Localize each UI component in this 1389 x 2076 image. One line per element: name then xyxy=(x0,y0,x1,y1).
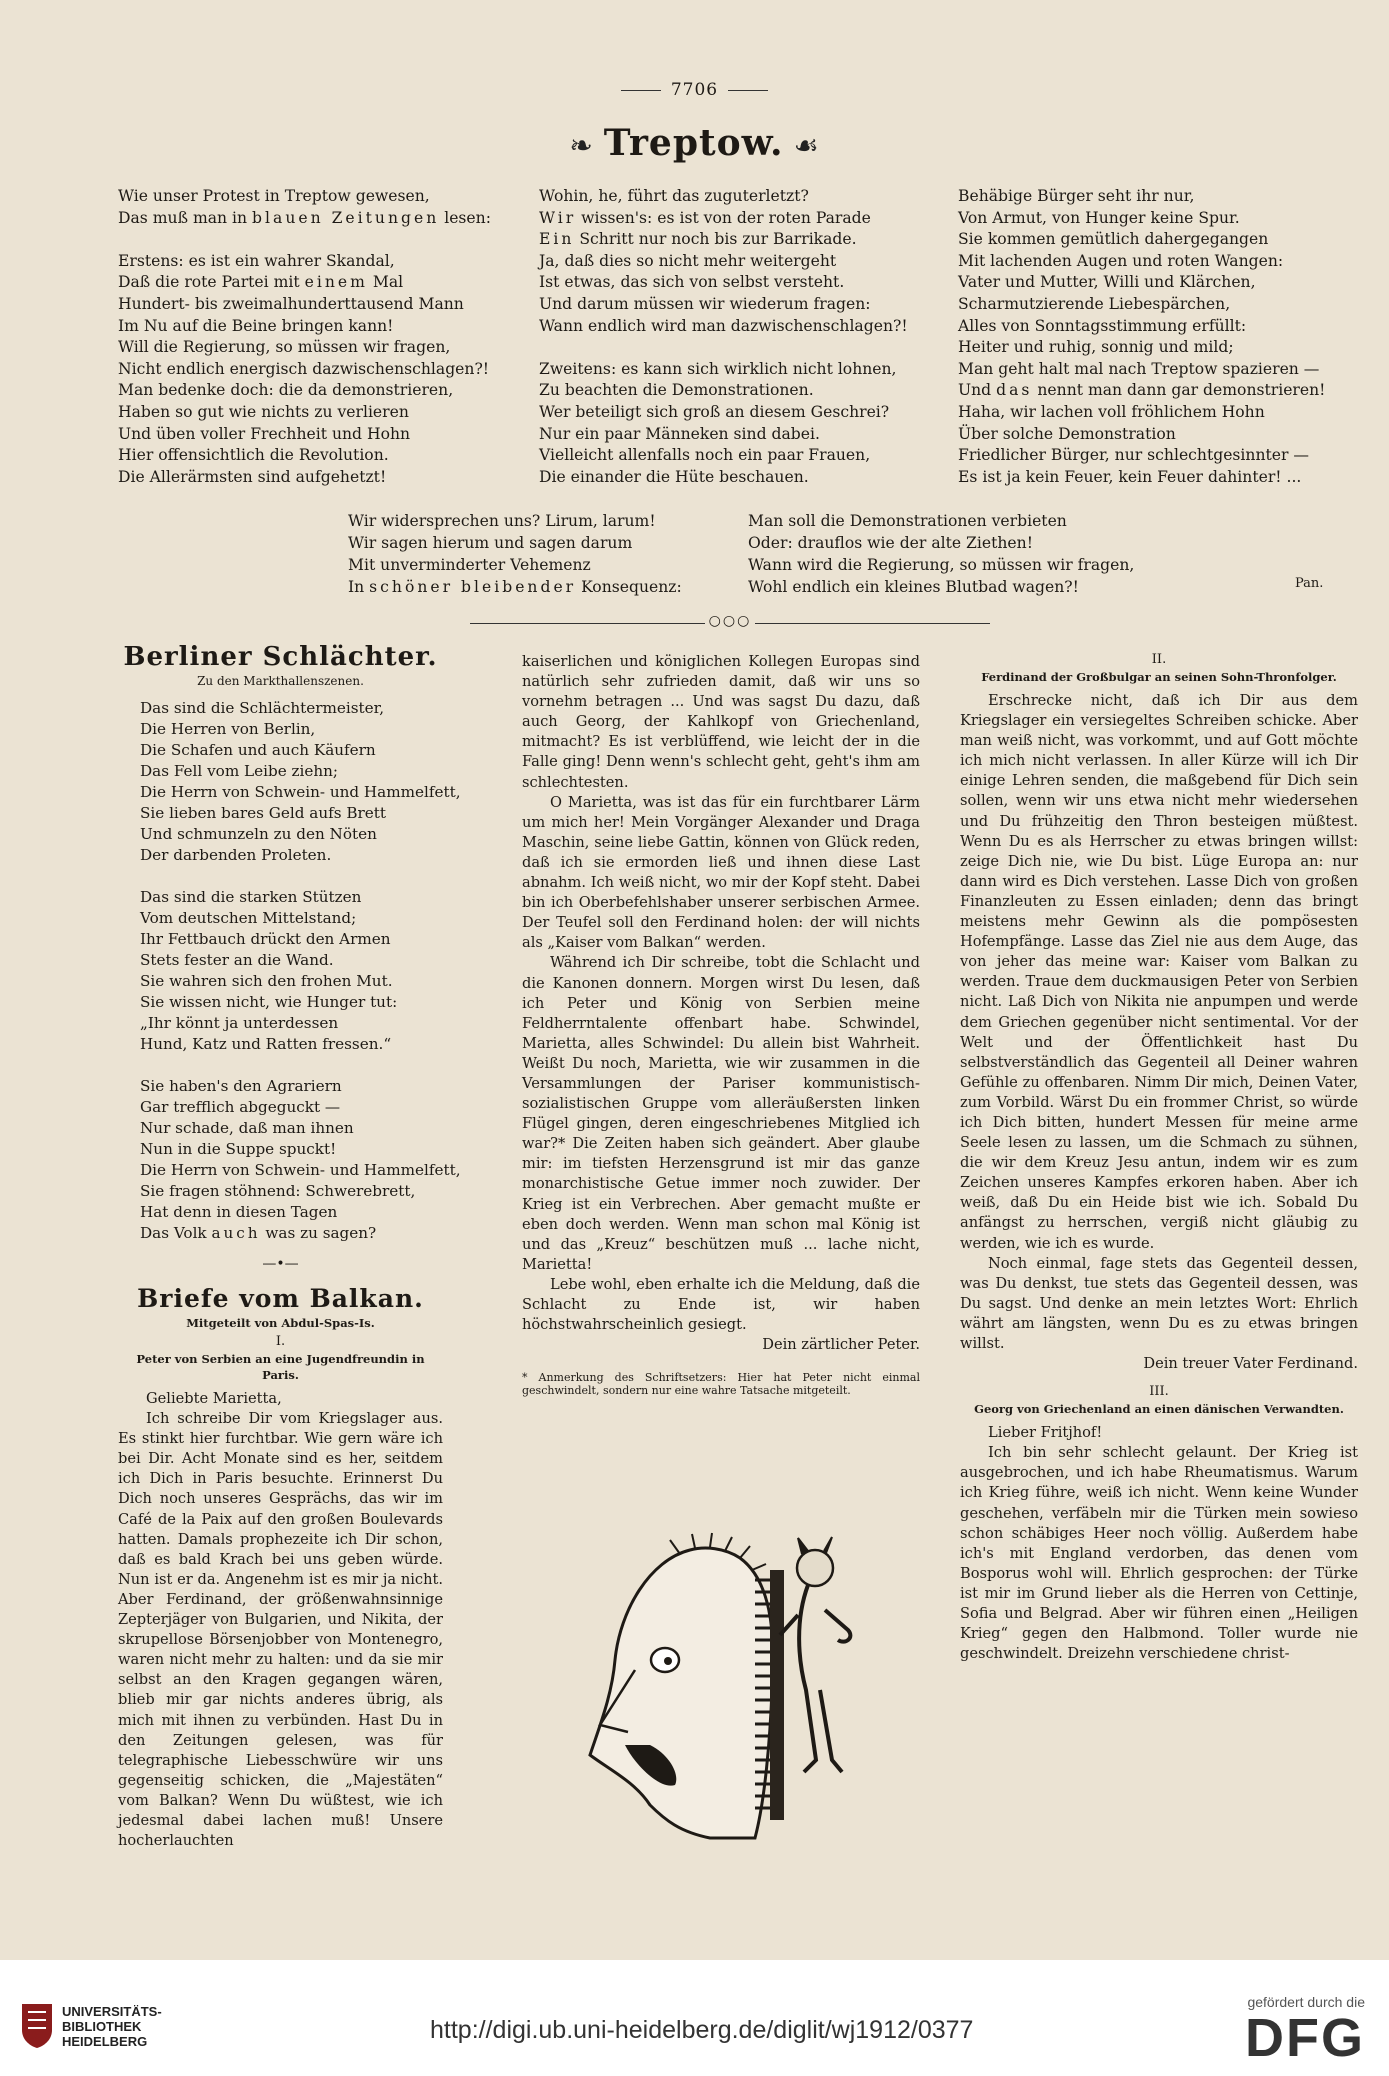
letter-1-text: Ich schreibe Dir vom Kriegslager aus. Es stinkt hier furchtbar. Wie gern wäre ich bei Dir. Acht Monate sind es her, seitdem ich Dich in Paris besuchte. Erinnerst Du Dich noch unseres Gesprächs, das wir im Café de la Paix auf den großen Boulevards hatten. Damals prophezeite ich Dir schon, daß es bald Krach bei uns geben würde. Nun ist er da. Angenehm ist es mir ja nicht. Aber Ferdinand, der größenwahnsinnige Zepterjäger von Bulgarien, und Nikita, der skrupellose Börsenjobber von Montenegro, waren nicht mehr zu halten: und da sie mir selbst an den Kragen gegangen wären, blieb mir gar nichts anderes übrig, als mich mit ihnen zu verbünden. Hast Du in den Zeitungen gelesen, was für telegraphische Liebesschwüre wir uns gegenseitig schicken, die „Majestäten“ vom Balkan? Wenn Du wüßtest, wie ich jedesmal dabei lachen muß! Unsere hocherlauchten xyxy=(118,1410,443,1850)
text-line: Im Nu auf die Beine bringen kann! xyxy=(118,316,394,335)
text-line: Über solche Demonstration xyxy=(958,424,1176,443)
rule-right xyxy=(728,90,768,91)
text-line xyxy=(539,337,908,359)
text-line: Hier offensichtlich die Revolution. xyxy=(118,446,389,465)
letter-2-text: Erschrecke nicht, daß ich Dir aus dem Kriegslager ein versiegeltes Schreiben schicke. Aber man weiß nicht, was vorkommt, und auf Gott möchte ich mich nicht verlassen. In aller Kürze will ich Dir einige Lehren senden, die maßgebend für Dich sein sollen, wenn wir uns etwa nicht mehr wiedersehen und Du frühzeitig den Thron besteigen müßtest. Wenn Du es als Herrscher zu etwas bringen willst: zeige Dich nie, wie Du bist. Lüge Europa an: nur dann wird es Dich verstehen. Lasse Dich von großen Finanzleuten zu Essen einladen; denn das bringt meistens mehr Gewinn als die pompösesten Hofempfänge. Lasse das Ziel nie aus dem Auge, das von jeher das meine war: Kaiser vom Balkan zu werden. Traue dem duckmausigen Peter von Serbien nicht. Laß Dich von Nikita nie anpumpen und werde dem Griechen gegenüber nicht sentimental. Vor der Welt und der Öffentlichkeit hast Du selbstverständlich das Gegenteil all Deiner wahren Gefühle zu offenbaren. Nimm Dir mich, Deinen Vater, zum Vorbild. Wärst Du ein frommer Christ, so würde ich Dich bitten, hundert Messen für meine arme Seele lesen zu lassen, um die Schmach zu sühnen, die wir dem Kreuz Jesu antun, indem wir es zum Zeichen unseres Kampfes erkoren haben. Aber ich weiß, daß Du ein Heide bist wie ich. Sobald Du anfängst zu herrschen, vergiß nicht gläubig zu werden, wie ich es wurde. xyxy=(960,692,1358,1252)
letter-2-number: II. xyxy=(1151,652,1167,667)
text-line: Und darum müssen wir wiederum fragen: xyxy=(539,294,871,313)
spaced-emphasis: blauen Zeitungen xyxy=(252,208,440,227)
ornament-left-icon: ❧ xyxy=(569,129,594,162)
letter-2-closing: Dein treuer Vater Ferdinand. xyxy=(1143,1355,1358,1373)
column-separator: —•— xyxy=(262,1256,299,1272)
berliner-title: Berliner Schlächter. xyxy=(123,642,438,672)
text-line: Und das nennt man dann gar demonstrieren! xyxy=(958,381,1326,400)
letter-1-para-b: O Marietta, was ist das für ein furchtbarer Lärm um mich her! Mein Vorgänger Alexander und Draga Maschin, seine liebe Gattin, können von Glück reden, daß ich sie ermorden ließ und ihnen diese Last abnahm. Ich weiß nicht, wo mir der Kopf steht. Dabei bin ich Oberbefehlshaber unserer serbischen Armee. Der Teufel soll den Ferdinand holen: der will nichts als „Kaiser vom Balkan“ werden. xyxy=(522,793,920,952)
berliner-subtitle: Zu den Markthallenszenen. xyxy=(197,674,364,688)
text-line: HEIDELBERG xyxy=(62,2034,148,2049)
briefe-byline: Mitgeteilt von Abdul-Spas-Is. xyxy=(186,1316,375,1330)
text-line: Stets fester an die Wand. xyxy=(140,951,334,969)
letter-1-number: I. xyxy=(275,1334,286,1349)
text-line: Die Herrn von Schwein- und Hammelfett, xyxy=(140,783,461,801)
divider-line-left xyxy=(470,623,705,624)
text-line: „Ihr könnt ja unterdessen xyxy=(140,1014,339,1032)
poem-signature: Pan. xyxy=(1295,576,1324,591)
text-line: Sie haben's den Agrariern xyxy=(140,1077,342,1095)
text-line: Vater und Mutter, Willi und Klärchen, xyxy=(958,273,1256,292)
spaced-emphasis: einem xyxy=(304,273,368,292)
text-line: Sie lieben bares Geld aufs Brett xyxy=(140,804,386,822)
text-line: Wann endlich wird man dazwischenschlagen?! xyxy=(539,316,908,335)
letter-1-greeting: Geliebte Marietta, xyxy=(146,1390,282,1407)
text-line: Wohl endlich ein kleines Blutbad wagen?! xyxy=(748,578,1079,596)
text-line: Scharmutzierende Liebespärchen, xyxy=(958,294,1231,313)
middle-column xyxy=(522,652,920,1397)
section-divider xyxy=(470,613,990,630)
dfg-funding-logo[interactable] xyxy=(1215,1994,1365,2066)
figure-pupil xyxy=(664,1657,672,1665)
letter-2-body xyxy=(960,691,1358,1374)
text-line: Die Herrn von Schwein- und Hammelfett, xyxy=(140,1161,461,1179)
text-line: Das sind die Schlächtermeister, xyxy=(140,699,385,717)
poem-column-b xyxy=(539,186,908,488)
library-seal-icon xyxy=(18,2000,56,2050)
closing-stanza-right xyxy=(748,510,1134,598)
right-column xyxy=(960,652,1358,1664)
text-line: Heiter und ruhig, sonnig und mild; xyxy=(958,338,1234,357)
letter-1-footnote: * Anmerkung des Schriftsetzers: Hier hat Peter nicht einmal geschwindelt, sondern nur eine wahre Tatsache mitgeteilt. xyxy=(522,1371,920,1398)
devil-body xyxy=(780,1585,850,1772)
text-line: Das sind die starken Stützen xyxy=(140,888,362,906)
text-line: Es ist ja kein Feuer, kein Feuer dahinter! ... xyxy=(958,467,1302,486)
devil-head xyxy=(797,1550,833,1586)
text-line: Das Volk auch was zu sagen? xyxy=(140,1224,377,1242)
text-line: Vom deutschen Mittelstand; xyxy=(140,909,357,927)
text-line: Sie wahren sich den frohen Mut. xyxy=(140,972,393,990)
text-line: Wer beteiligt sich groß an diesem Geschrei? xyxy=(539,402,890,421)
text-line xyxy=(140,866,443,887)
text-line: Zu beachten die Demonstrationen. xyxy=(539,381,814,400)
spaced-emphasis: Ein xyxy=(539,230,575,249)
library-name xyxy=(62,2004,162,2049)
text-line: Sie wissen nicht, wie Hunger tut: xyxy=(140,993,398,1011)
letter-1-continued xyxy=(522,652,920,1397)
spaced-emphasis: das xyxy=(996,381,1033,400)
text-line: Die einander die Hüte beschauen. xyxy=(539,467,809,486)
text-line: Mit lachenden Augen und roten Wangen: xyxy=(958,251,1284,270)
text-line: Hat denn in diesen Tagen xyxy=(140,1203,338,1221)
text-line: Ist etwas, das sich von selbst versteht. xyxy=(539,273,845,292)
text-line: Hundert- bis zweimalhunderttausend Mann xyxy=(118,294,464,313)
text-line: Die Allerärmsten sind aufgehetzt! xyxy=(118,467,387,486)
divider-line-right xyxy=(755,623,990,624)
poem-column-a xyxy=(118,186,491,488)
letter-3-number: III. xyxy=(1149,1384,1169,1400)
text-line: Haha, wir lachen voll fröhlichem Hohn xyxy=(958,402,1265,421)
text-line: Das muß man in blauen Zeitungen lesen: xyxy=(118,208,491,227)
text-line: Will die Regierung, so müssen wir fragen, xyxy=(118,338,451,357)
university-library-logo[interactable] xyxy=(18,1998,188,2068)
left-column xyxy=(118,640,461,1851)
letter-1-body xyxy=(118,1389,443,1851)
text-line: Mit unverminderter Vehemenz xyxy=(348,556,591,574)
text-line: Daß die rote Partei mit einem Mal xyxy=(118,273,404,292)
page-number: 7706 xyxy=(0,80,1389,100)
footer-bar xyxy=(0,1990,1389,2076)
text-line: Haben so gut wie nichts zu verlieren xyxy=(118,402,409,421)
divider-dots: ○○○ xyxy=(708,613,752,629)
text-line: Nur schade, daß man ihnen xyxy=(140,1119,354,1137)
poem-column-c xyxy=(958,186,1325,488)
text-line: UNIVERSITÄTS- xyxy=(62,2004,162,2019)
text-line: Behäbige Bürger seht ihr nur, xyxy=(958,187,1195,205)
text-line: Wir wissen's: es ist von der roten Parade xyxy=(539,208,871,227)
text-line: Hund, Katz und Ratten fressen.“ xyxy=(140,1035,392,1053)
spaced-emphasis: Wir xyxy=(539,208,577,227)
text-line: Ihr Fettbauch drückt den Armen xyxy=(140,930,391,948)
letter-3-text: Ich bin sehr schlecht gelaunt. Der Krieg ist ausgebrochen, und ich habe Rheumatismus. Warum ich Krieg führe, weiß ich nicht. Wenn keine Wunder geschehen, verfäbeln mir die Türken mein sowieso schon schäbiges Heer noch völlig. Außerdem habe ich's mit England verdorben, das denen vom Bosporus wohl will. Ehrlich gesprochen: der Türke ist mir im Grund lieber als die Herren von Cettinje, Sofia und Belgrad. Aber wir führen einen „Heiligen Krieg“ gegen den Halbmond. Toller wurde nie geschwindelt. Dreizehn verschiedene christ- xyxy=(960,1444,1358,1663)
text-line: Das Fell vom Leibe ziehn; xyxy=(140,762,339,780)
text-line: Der darbenden Proleten. xyxy=(140,846,332,864)
text-line: Von Armut, von Hunger keine Spur. xyxy=(958,208,1240,227)
berliner-poem xyxy=(140,698,461,1244)
text-line: Vielleicht allenfalls noch ein paar Frauen, xyxy=(539,446,871,465)
text-line: Man geht halt mal nach Treptow spazieren — xyxy=(958,359,1320,378)
text-line: Man soll die Demonstrationen verbieten xyxy=(748,512,1067,530)
text-line: Die Schafen und auch Käufern xyxy=(140,741,376,759)
letter-1-para-a: kaiserlichen und königlichen Kollegen Europas sind natürlich sehr zufrieden damit, daß wir uns so vornehm betragen ... Und was sagst Du dazu, daß auch Georg, der Kahlkopf von Griechenland, mitmacht? Es ist verblüffend, wie leicht der in die Falle ging! Denn wenn's schlecht geht, geht's ihm am schlechtesten. xyxy=(522,653,920,791)
funding-label: gefördert durch die xyxy=(1247,1994,1365,2010)
letter-1-para-c: Während ich Dir schreibe, tobt die Schlacht und die Kanonen donnern. Morgen wirst Du lesen, daß ich Peter und König von Serbien meine Feldherrntalente offenbart habe. Schwindel, Marietta, alles Schwindel: Du allein bist Wahrheit. Weißt Du noch, Marietta, wie wir zusammen in die Versammlungen der Pariser kommunistisch-sozialistischen Gruppe vom alleräußersten linken Flügel gingen, deren eingeschriebenes Mitglied ich war?* Die Zeiten haben sich geändert. Aber glaube mir: im tiefsten Herzensgrund ist mir das ganze monarchistische Getue immer noch zuwider. Der Krieg ist ein Verbrechen. Aber gemacht mußte er eben doch werden. Wenn man schon mal König ist und das „Kreuz“ beschützen muß ... lache nicht, Marietta! xyxy=(522,954,920,1273)
spaced-emphasis: auch xyxy=(211,1224,261,1242)
text-line: In schöner bleibender Konsequenz: xyxy=(348,578,682,596)
text-line: Wie unser Protest in Treptow gewesen, xyxy=(118,187,430,205)
text-line: Ja, daß dies so nicht mehr weitergeht xyxy=(539,251,837,270)
letter-3-greeting: Lieber Fritjhof! xyxy=(988,1424,1103,1442)
text-line: Wann wird die Regierung, so müssen wir fragen, xyxy=(748,556,1135,574)
text-line: Gar trefflich abgeguckt — xyxy=(140,1098,341,1116)
text-line xyxy=(140,1055,443,1076)
text-line xyxy=(118,229,491,251)
text-line: Ein Schritt nur noch bis zur Barrikade. xyxy=(539,230,857,249)
letter-1-para-d: Lebe wohl, eben erhalte ich die Meldung, daß die Schlacht zu Ende ist, wir haben höchstwahrscheinlich gesiegt. xyxy=(522,1275,920,1334)
rule-left xyxy=(621,90,661,91)
text-line: Man bedenke doch: die da demonstrieren, xyxy=(118,381,454,400)
text-line: Friedlicher Bürger, nur schlechtgesinnter — xyxy=(958,446,1310,465)
text-line: Und üben voller Frechheit und Hohn xyxy=(118,424,411,443)
permalink-url[interactable]: http://digi.ub.uni-heidelberg.de/diglit/wj1912/0377 xyxy=(430,2016,974,2044)
caricature-illustration xyxy=(580,1520,880,1850)
text-line: Erstens: es ist ein wahrer Skandal, xyxy=(118,251,395,270)
text-line: Wir sagen hierum und sagen darum xyxy=(348,534,633,552)
letter-2-text-b: Noch einmal, fage stets das Gegenteil dessen, was Du denkst, tue stets das Gegenteil dessen, was Du sagst. Und denke an mein letztes Wort: Ehrlich währt am längsten, wenn Du es zu etwas bringen willst. xyxy=(960,1254,1358,1352)
text-line: Und schmunzeln zu den Nöten xyxy=(140,825,377,843)
text-line: Nur ein paar Männeken sind dabei. xyxy=(539,424,820,443)
letter-3-header: Georg von Griechenland an einen dänischen Verwandten. xyxy=(974,1402,1344,1417)
text-line: Nicht endlich energisch dazwischenschlagen?! xyxy=(118,359,490,378)
text-line: Die Herren von Berlin, xyxy=(140,720,316,738)
text-line: Zweitens: es kann sich wirklich nicht lohnen, xyxy=(539,359,897,378)
text-line: Wir widersprechen uns? Lirum, larum! xyxy=(348,512,656,530)
briefe-title: Briefe vom Balkan. xyxy=(137,1284,424,1313)
figure-head xyxy=(590,1548,773,1838)
text-line: Nun in die Suppe spuckt! xyxy=(140,1140,337,1158)
ornament-right-icon: ☙ xyxy=(793,129,820,162)
letter-2-header: Ferdinand der Großbulgar an seinen Sohn-Thronfolger. xyxy=(981,670,1337,684)
text-line: Oder: drauflos wie der alte Ziethen! xyxy=(748,534,1033,552)
letter-3-body xyxy=(960,1423,1358,1664)
text-line: Sie kommen gemütlich dahergegangen xyxy=(958,230,1269,249)
text-line: Sie fragen stöhnend: Schwerebrett, xyxy=(140,1182,416,1200)
letter-1-closing: Dein zärtlicher Peter. xyxy=(762,1336,920,1354)
closing-stanza-left xyxy=(348,510,682,598)
dfg-logo-text: DFG xyxy=(1245,2008,1365,2068)
page-title: ❧ Treptow. ☙ xyxy=(569,122,820,164)
text-line: Alles von Sonntagsstimmung erfüllt: xyxy=(958,316,1247,335)
text-line: BIBLIOTHEK xyxy=(62,2019,142,2034)
letter-1-header: Peter von Serbien an eine Jugendfreundin in Paris. xyxy=(136,1352,425,1382)
spaced-emphasis: schöner bleibender xyxy=(369,578,577,596)
comb-spine xyxy=(770,1570,784,1820)
text-line: Wohin, he, führt das zuguterletzt? xyxy=(539,187,809,205)
